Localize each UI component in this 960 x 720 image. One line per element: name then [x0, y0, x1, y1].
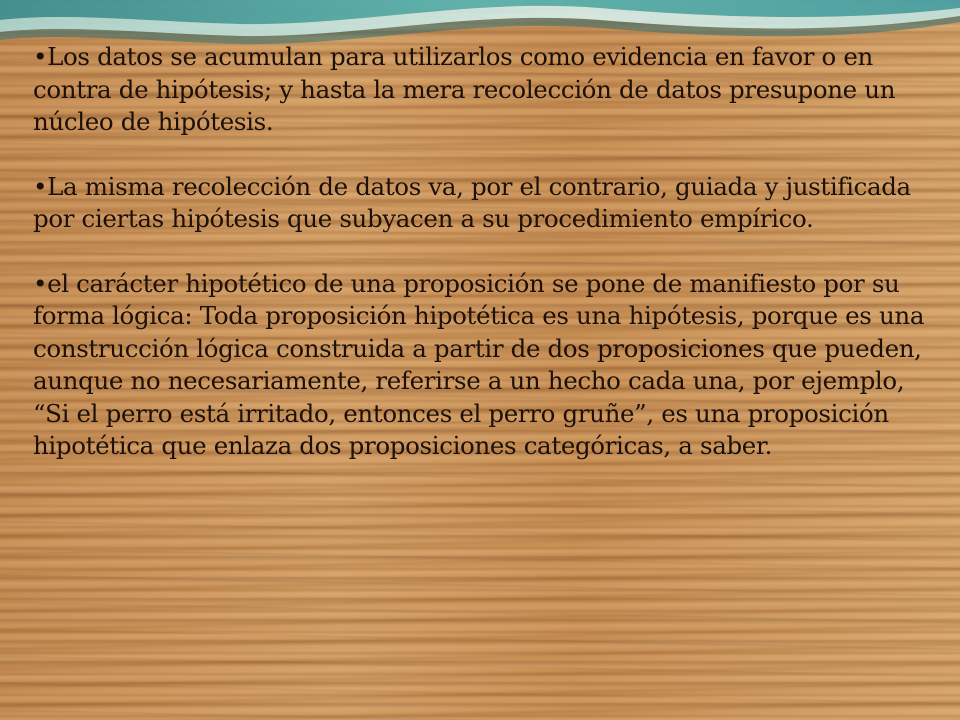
bullet-text: Los datos se acumulan para utilizarlos como evidencia en favor o en contra de hipótesis; y hasta la mera recolección de datos presupone un núcleo de hipótesis.: [33, 42, 896, 136]
bullet-marker: •: [33, 268, 48, 298]
bullet-item-3: [33, 268, 933, 463]
bullet-marker: •: [33, 42, 48, 71]
bullet-list: [33, 41, 933, 495]
bullet-marker: •: [33, 171, 48, 201]
bullet-text: el carácter hipotético de una proposición se pone de manifiesto por su forma lógica: Toda proposición hipotética es una hipótesis, porque es una construcción lógica construida a partir de dos proposiciones que pueden, aunque no necesariamente, referirse a un hecho cada una, por ejemplo, “Si el perro está irritado, entonces el perro gruñe”, es una proposición hipotética que enlaza dos proposiciones categóricas, a saber.: [33, 268, 925, 460]
bullet-text: La misma recolección de datos va, por el contrario, guiada y justificada por ciertas hipótesis que subyacen a su procedimiento empírico.: [33, 171, 911, 233]
bullet-item-1: [33, 41, 933, 139]
bullet-item-2: [33, 171, 933, 236]
